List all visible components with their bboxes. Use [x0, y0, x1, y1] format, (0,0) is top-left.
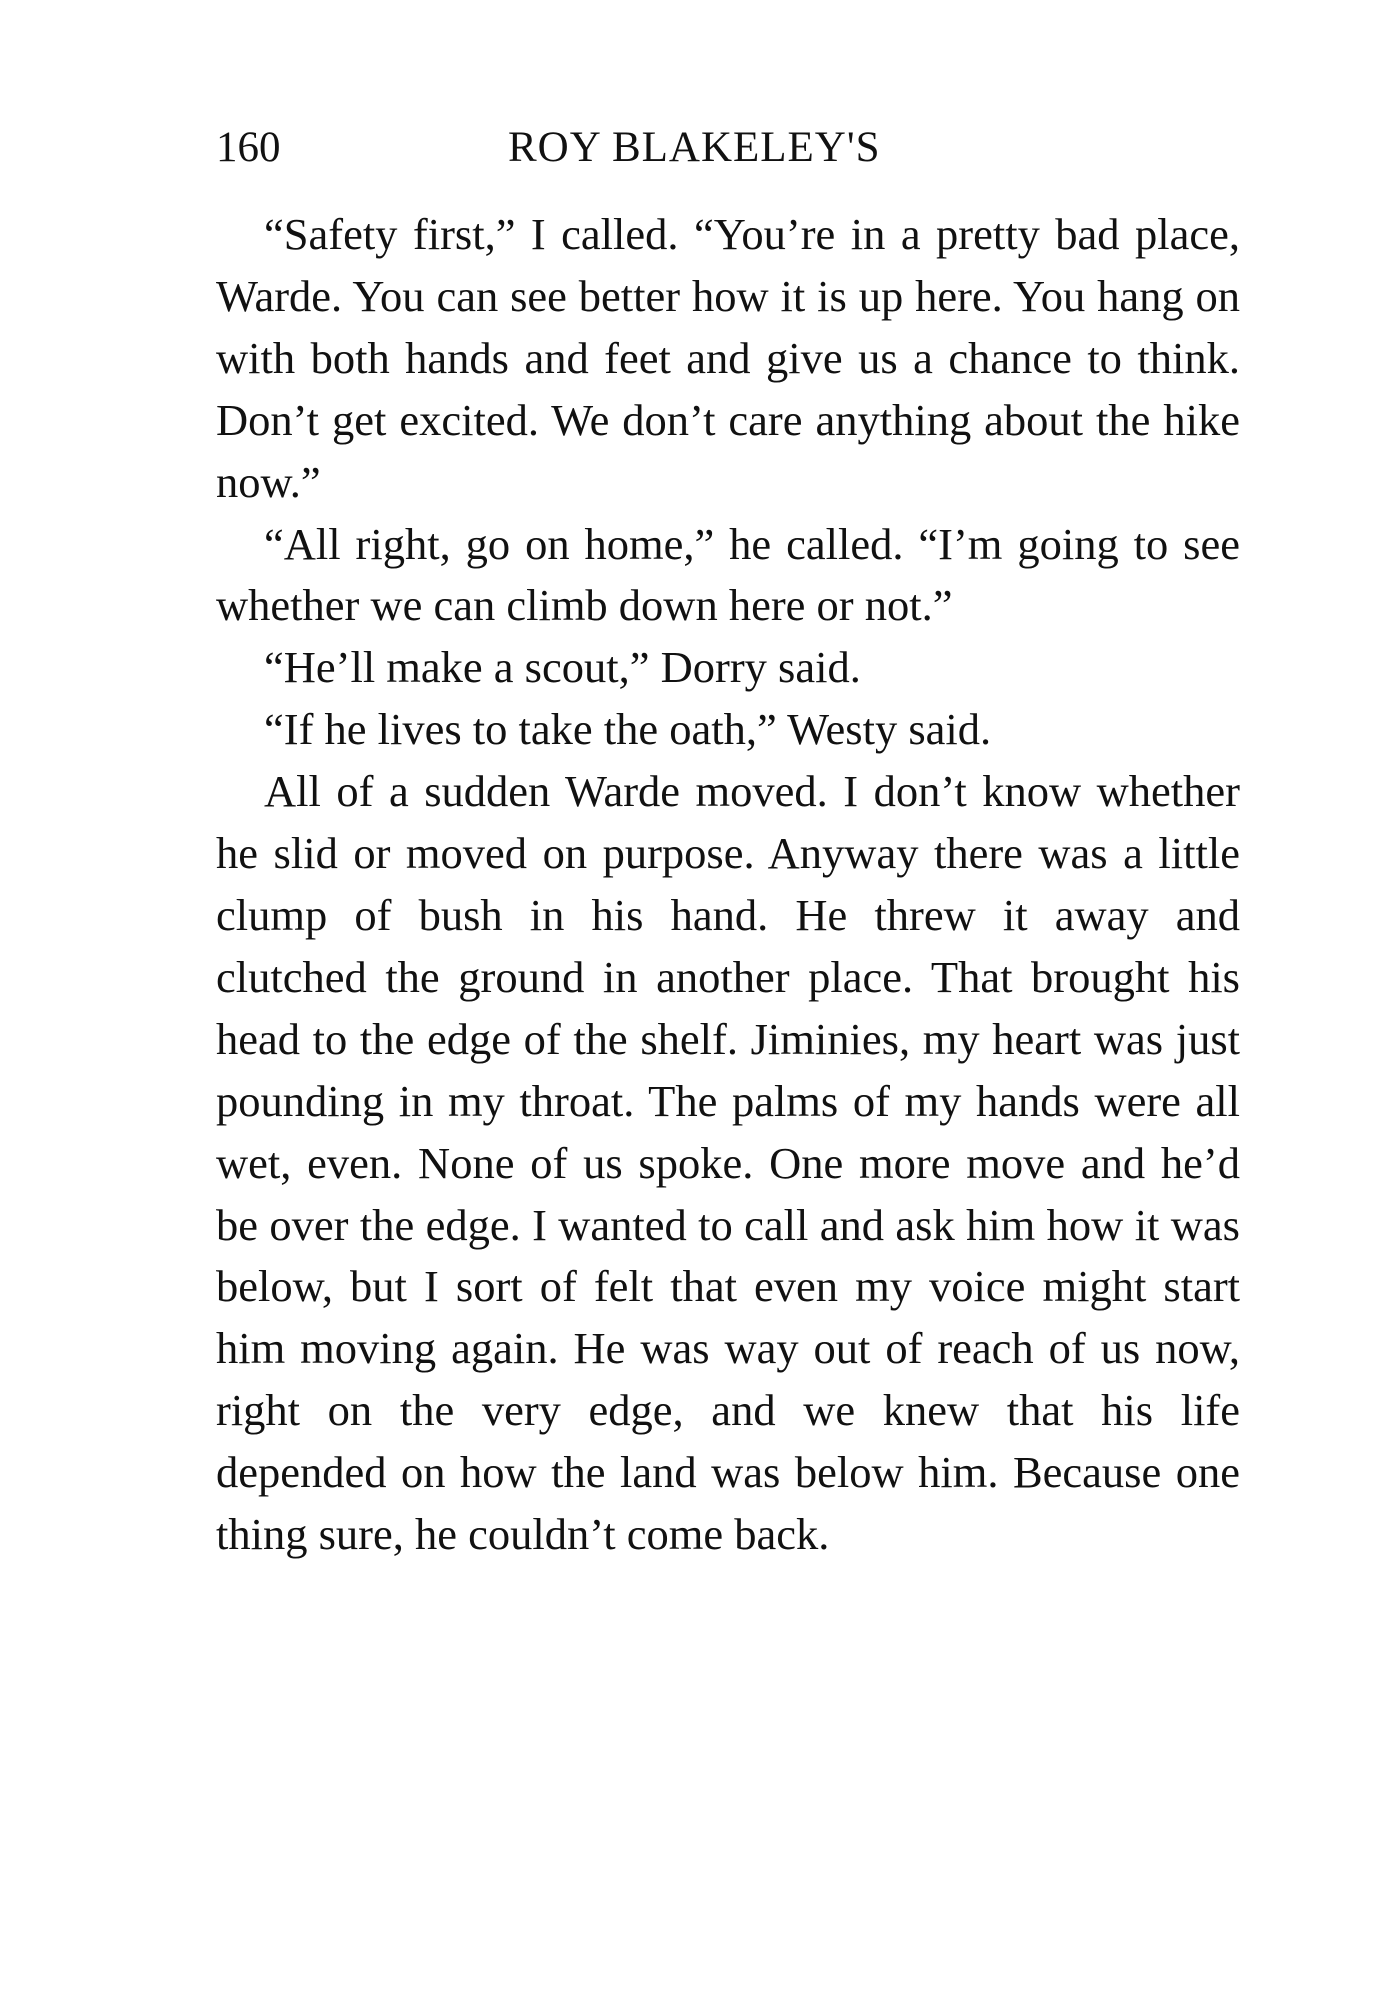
body-text — [216, 204, 1240, 1566]
page-header — [216, 118, 1226, 178]
running-head: ROY BLAKELEY'S — [508, 124, 881, 171]
paragraph-safety-first: “Safety first,” I called. “You’re in a pretty bad place, Warde. You can see better how it is up here. You hang on with both hands and feet and give us a chance to think. Don’t get excited. We don’t care anything about the hike now.” — [216, 209, 1240, 507]
paragraph-take-the-oath: “If he lives to take the oath,” Westy said. — [264, 704, 992, 755]
page-number: 160 — [216, 124, 281, 171]
paragraph-make-a-scout: “He’ll make a scout,” Dorry said. — [264, 642, 861, 693]
paragraph-warde-moved: All of a sudden Warde moved. I don’t know whether he slid or moved on purpose. Anyway there was a little clump of bush in his hand. He threw it away and clutched the ground in another place. That brought his head to the edge of the shelf. Jiminies, my heart was just pounding in my throat. The palms of my hands were all wet, even. None of us spoke. One more move and he’d be over the edge. I wanted to call and ask him how it was below, but I sort of felt that even my voice might start him moving again. He was way out of reach of us now, right on the very edge, and we knew that his life depended on how the land was below him. Because one thing sure, he couldn’t come back. — [216, 766, 1240, 1560]
paragraph-all-right: “All right, go on home,” he called. “I’m going to see whether we can climb down here or not.” — [216, 518, 1240, 631]
